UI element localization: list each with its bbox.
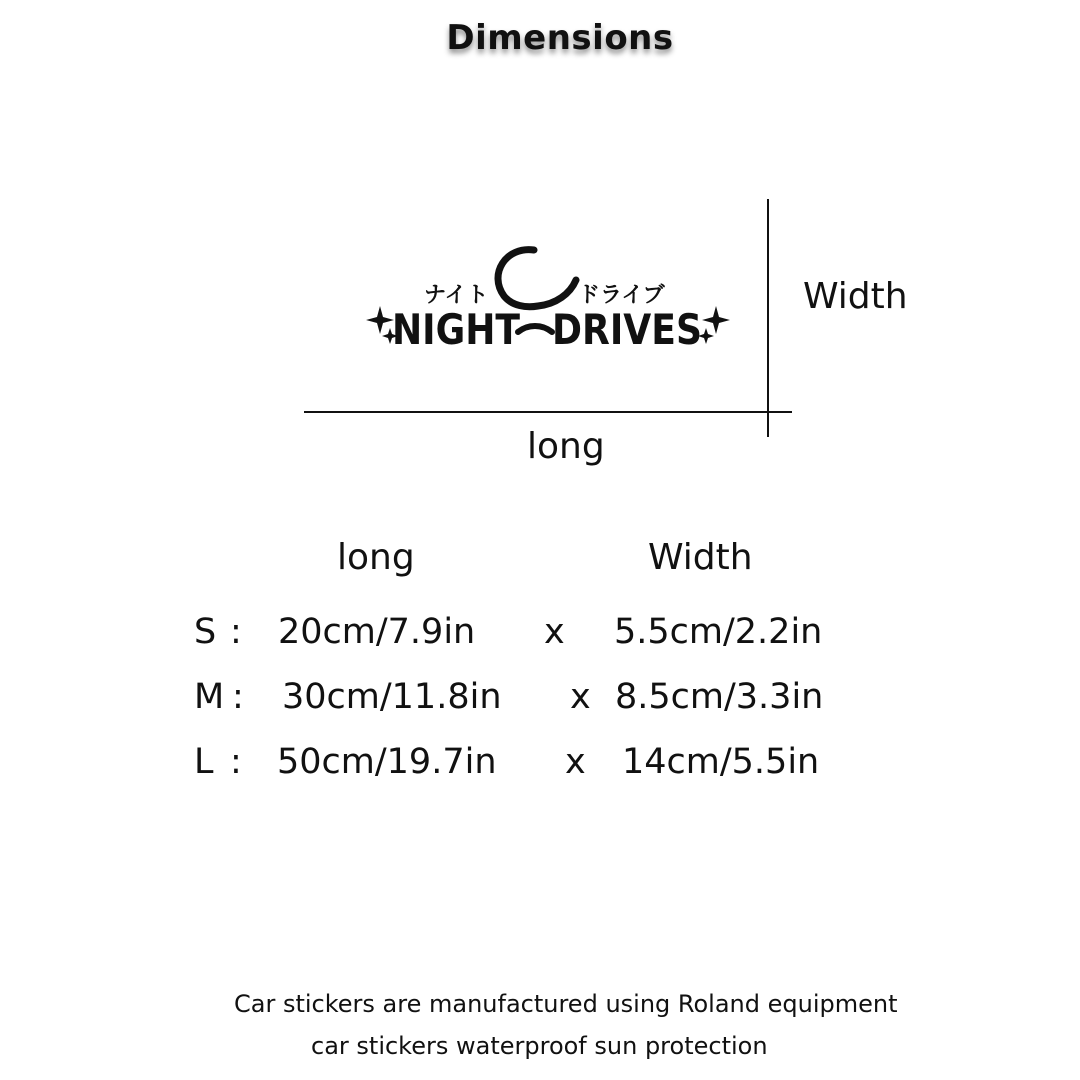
kana-left-text: ナイト [424, 283, 489, 308]
header-long: long [337, 537, 415, 578]
kana-right-text: ドライブ [578, 283, 665, 308]
size-label-m: M [194, 677, 225, 717]
size-sep-s: : [230, 612, 242, 652]
size-sep-m: : [232, 677, 244, 717]
logo-night-text: NIGHT [392, 305, 521, 352]
footer-line-1: Car stickers are manufactured using Roland equipment [234, 990, 898, 1018]
size-long-s: 20cm/7.9in [278, 612, 476, 652]
size-label-l: L [194, 742, 214, 782]
size-width-m: 8.5cm/3.3in [615, 677, 824, 717]
diagram-long-label: long [527, 426, 605, 467]
size-x-m: x [570, 677, 591, 717]
size-label-s: S [194, 612, 217, 652]
size-x-l: x [565, 742, 586, 782]
footer-line-2: car stickers waterproof sun protection [311, 1032, 768, 1060]
header-width: Width [648, 537, 753, 578]
size-x-s: x [544, 612, 565, 652]
size-long-l: 50cm/19.7in [277, 742, 497, 782]
logo-drives-text: DRIVES [552, 305, 702, 352]
size-width-l: 14cm/5.5in [622, 742, 820, 782]
size-long-m: 30cm/11.8in [282, 677, 502, 717]
size-sep-l: : [230, 742, 242, 782]
diagram-width-label: Width [803, 276, 908, 317]
size-width-s: 5.5cm/2.2in [614, 612, 823, 652]
page-title-text: Dimensions [446, 18, 674, 58]
